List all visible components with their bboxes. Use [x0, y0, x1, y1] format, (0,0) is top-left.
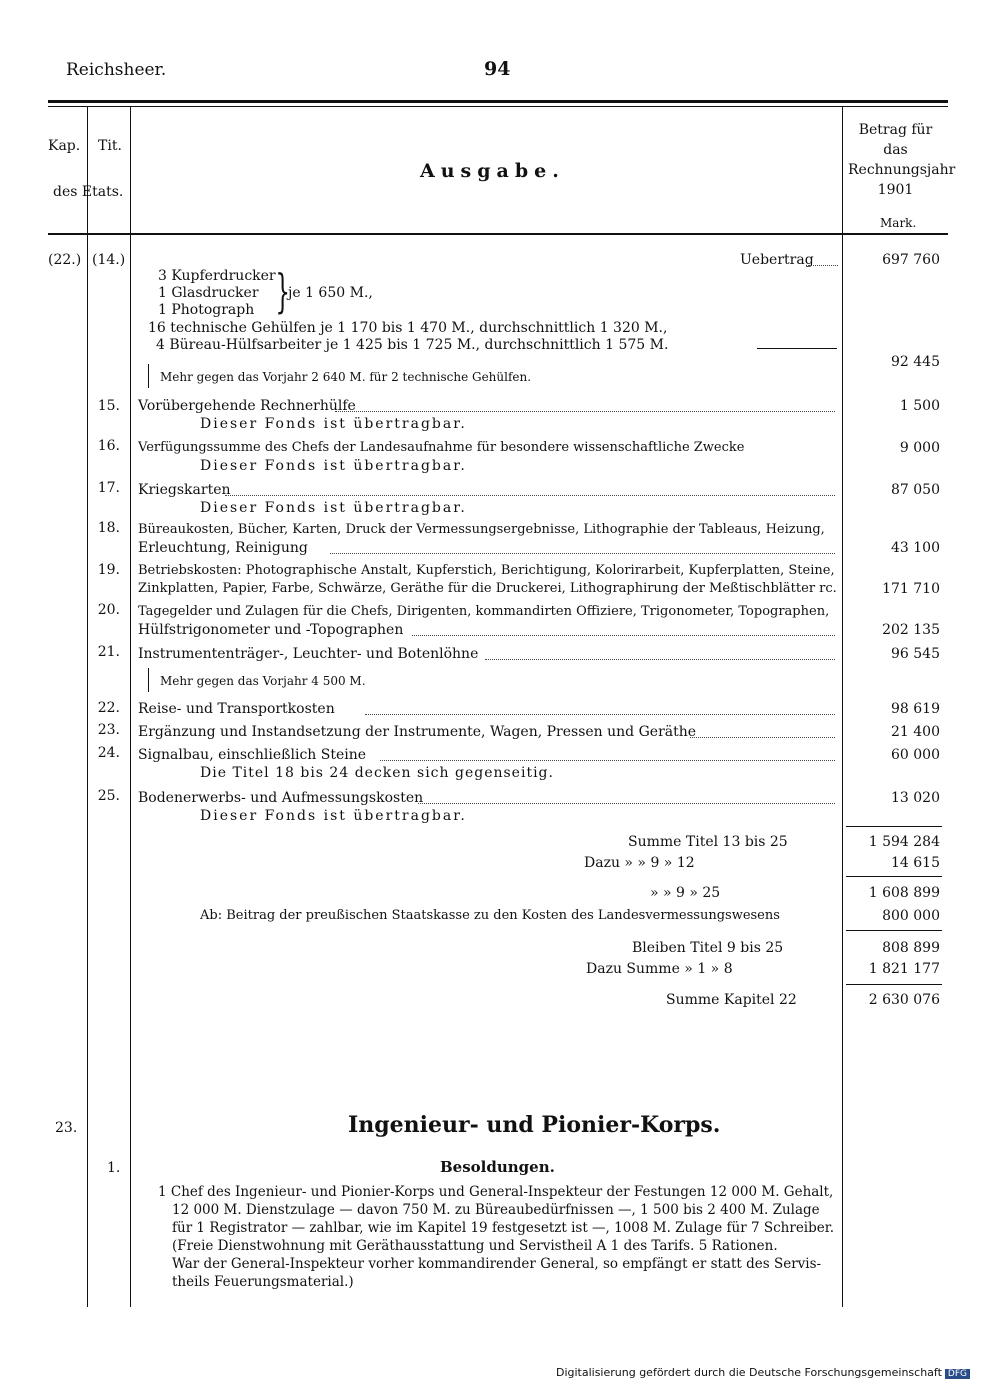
uebertrag-label: Uebertrag: [740, 252, 814, 268]
sum-4-value: 800 000: [882, 908, 940, 924]
section-title: Ingenieur- und Pionier-Korps.: [348, 1112, 721, 1138]
tit-21: 21.: [97, 644, 120, 660]
sum-5-value: 808 899: [882, 940, 940, 956]
sum-3-label: » » 9 » 25: [650, 885, 721, 901]
tit-18: 18.: [97, 520, 120, 536]
item-16-sub: Dieser Fonds ist übertragbar.: [200, 458, 467, 474]
betrag-heading: Betrag für das Rechnungsjahr 1901: [848, 122, 956, 198]
tit-19: 19.: [97, 562, 120, 578]
item-24-value: 60 000: [891, 747, 940, 763]
kap-22: (22.): [48, 252, 82, 268]
sum-1-value: 1 594 284: [868, 834, 940, 850]
personnel-line-5: 4 Büreau-Hülfsarbeiter je 1 425 bis 1 725 M., durchschnittlich 1 575 M.: [156, 337, 669, 353]
brace-icon: }: [275, 264, 290, 318]
personnel-line-1: 3 Kupferdrucker: [158, 268, 276, 284]
item-25-sub: Dieser Fonds ist übertragbar.: [200, 808, 467, 824]
item-20-text: Tagegelder und Zulagen für die Chefs, Dirigenten, kommandirten Offiziere, Trigonometer, Topographen,: [138, 604, 830, 619]
sum-6-value: 1 821 177: [868, 961, 940, 977]
tit-22: 22.: [97, 700, 120, 716]
item-20-text2: Hülfstrigonometer und -Topographen: [138, 622, 404, 638]
item-21-text: Instrumententräger-, Leuchter- und Botenlöhne: [138, 646, 479, 662]
item-23-value: 21 400: [891, 724, 940, 740]
uebertrag-value: 697 760: [882, 252, 940, 268]
item-21-value: 96 545: [891, 646, 940, 662]
tit-1: 1.: [107, 1160, 121, 1176]
top-rule-thick: [48, 100, 948, 103]
item-17-sub: Dieser Fonds ist übertragbar.: [200, 500, 467, 516]
item-22-value: 98 619: [891, 701, 940, 717]
para-line-1: 1 Chef des Ingenieur- und Pionier-Korps und General-Inspekteur der Festungen 12 000 M. Gehalt,: [158, 1184, 834, 1200]
col-head-kap: Kap.: [48, 138, 81, 154]
item-18-value: 43 100: [891, 540, 940, 556]
tit-25: 25.: [97, 788, 120, 804]
personnel-brace-text: je 1 650 M.,: [288, 285, 373, 301]
item-17-value: 87 050: [891, 482, 940, 498]
tit-20: 20.: [97, 602, 120, 618]
sum-5-label: Bleiben Titel 9 bis 25: [632, 940, 784, 956]
para-line-2: 12 000 M. Dienstzulage — davon 750 M. zu Büreaubedürfnissen —, 1 500 bis 2 400 M. Zulage: [172, 1202, 820, 1218]
para-line-3: für 1 Registrator — zahlbar, wie im Kapitel 19 festgesetzt ist —, 1008 M. Zulage für 7 Schreiber.: [172, 1220, 835, 1236]
footer-text: Digitalisierung gefördert durch die Deutsche Forschungsgemeinschaft: [555, 1366, 942, 1379]
sum-3-value: 1 608 899: [868, 885, 940, 901]
sum-2-value: 14 615: [891, 855, 940, 871]
item-15-text: Vorübergehende Rechnerhülfe: [138, 398, 356, 414]
personnel-line-4: 16 technische Gehülfen je 1 170 bis 1 470 M., durchschnittlich 1 320 M.,: [148, 320, 668, 336]
dfg-footer: [556, 1366, 970, 1379]
top-rule-thin: [48, 106, 948, 107]
item-19-value: 171 710: [882, 581, 940, 597]
dfg-logo-icon: DFG: [945, 1369, 970, 1379]
para-line-6: theils Feuerungsmaterial.): [172, 1274, 354, 1290]
sum-7-value: 2 630 076: [868, 992, 940, 1008]
sum-7-label: Summe Kapitel 22: [666, 992, 797, 1008]
tit-23: 23.: [97, 722, 120, 738]
para-line-4: (Freie Dienstwohnung mit Geräthausstattung und Servistheil A 1 des Tarifs. 5 Rationen.: [172, 1238, 778, 1254]
subsection-title: Besoldungen.: [440, 1158, 555, 1176]
item-25-text: Bodenerwerbs- und Aufmessungskosten: [138, 790, 424, 806]
item-16-value: 9 000: [899, 440, 940, 456]
item-23-text: Ergänzung und Instandsetzung der Instrumente, Wagen, Pressen und Geräthe: [138, 724, 697, 740]
item-22-text: Reise- und Transportkosten: [138, 701, 335, 717]
item-24-text: Signalbau, einschließlich Steine: [138, 747, 367, 763]
mark-unit: Mark.: [880, 216, 917, 230]
item-24-sub: Die Titel 18 bis 24 decken sich gegenseitig.: [200, 765, 554, 781]
col-head-tit: Tit.: [98, 138, 122, 154]
running-head: Reichsheer.: [66, 60, 167, 80]
item-17-text: Kriegskarten: [138, 482, 231, 498]
item-15-value: 1 500: [899, 398, 940, 414]
personnel-note: Mehr gegen das Vorjahr 2 640 M. für 2 technische Gehülfen.: [160, 370, 532, 384]
personnel-line-2: 1 Glasdrucker: [158, 285, 259, 301]
personnel-total: 92 445: [891, 354, 940, 370]
item-20-value: 202 135: [882, 622, 940, 638]
item-21-note: Mehr gegen das Vorjahr 4 500 M.: [160, 674, 366, 688]
sum-6-label: Dazu Summe » 1 » 8: [586, 961, 733, 977]
sum-2-label: Dazu » » 9 » 12: [584, 855, 695, 871]
sum-1-label: Summe Titel 13 bis 25: [628, 834, 788, 850]
item-15-sub: Dieser Fonds ist übertragbar.: [200, 416, 467, 432]
ausgabe-heading: Ausgabe.: [420, 160, 565, 182]
item-19-text2: Zinkplatten, Papier, Farbe, Schwärze, Geräthe für die Druckerei, Lithographirung der Meßtischblätter rc.: [138, 581, 837, 596]
para-line-5: War der General-Inspekteur vorher kommandirender General, so empfängt er statt des Servis-: [172, 1256, 822, 1272]
item-18-text: Büreaukosten, Bücher, Karten, Druck der Vermessungsergebnisse, Lithographie der Tableaus, Heizung,: [138, 522, 825, 537]
item-19-text: Betriebskosten: Photographische Anstalt, Kupferstich, Berichtigung, Kolorirarbeit, Kupferplatten, Steine,: [138, 563, 835, 578]
tit-16: 16.: [97, 438, 120, 454]
item-18-text2: Erleuchtung, Reinigung: [138, 540, 308, 556]
personnel-line-3: 1 Photograph: [158, 302, 255, 318]
kap-23: 23.: [55, 1120, 78, 1136]
tit-14: (14.): [92, 252, 126, 268]
col-line-tit: [130, 107, 131, 1307]
item-25-value: 13 020: [891, 790, 940, 806]
item-16-text: Verfügungssumme des Chefs der Landesaufnahme für besondere wissenschaftliche Zwecke: [138, 440, 745, 455]
tit-17: 17.: [97, 480, 120, 496]
sum-4-label: Ab: Beitrag der preußischen Staatskasse zu den Kosten des Landesvermessungswesens: [200, 908, 780, 923]
header-rule: [48, 233, 948, 235]
tit-15: 15.: [97, 398, 120, 414]
tit-24: 24.: [97, 745, 120, 761]
page-number: 94: [484, 58, 511, 80]
col-head-des-etats: des Etats.: [53, 184, 124, 200]
